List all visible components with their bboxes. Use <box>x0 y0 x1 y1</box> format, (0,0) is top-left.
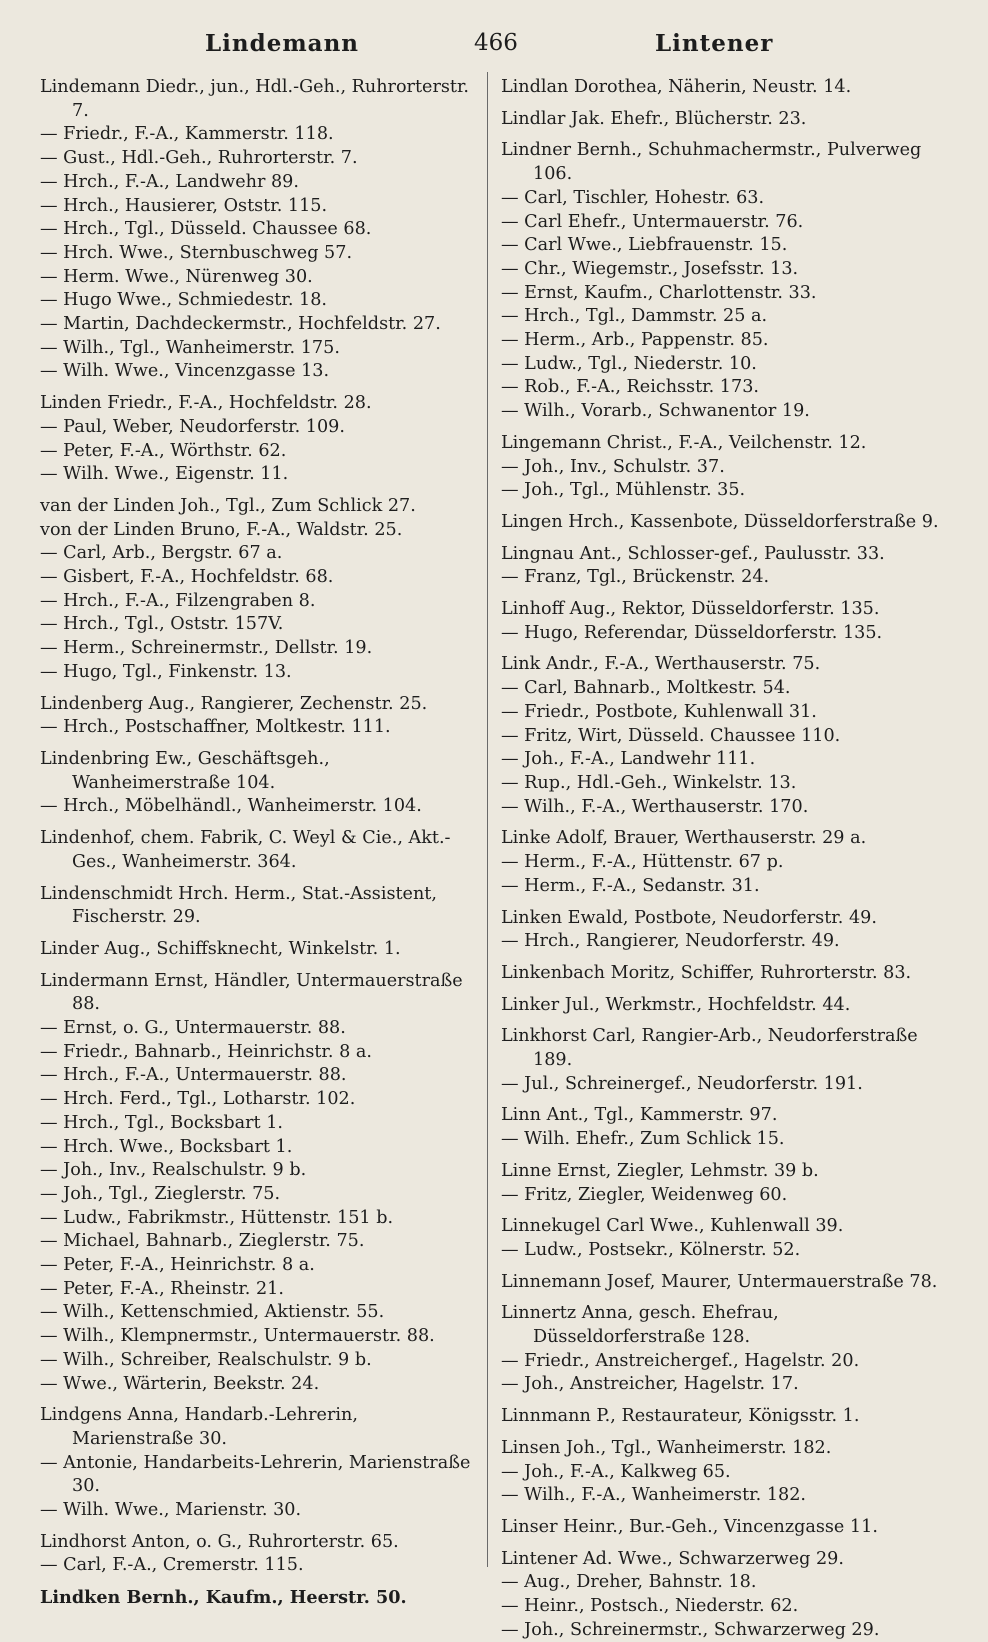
directory-entry: — Herm., Arb., Pappenstr. 85. <box>501 330 769 351</box>
right-column <box>501 76 951 1642</box>
directory-entry: Linnmann P., Restaurateur, Königsstr. 1. <box>501 1406 860 1427</box>
directory-entry: — Paul, Weber, Neudorferstr. 109. <box>40 416 345 437</box>
directory-entry: — Wilh. Wwe., Marienstr. 30. <box>40 1500 302 1521</box>
directory-entry: — Herm., F.-A., Hüttenstr. 67 p. <box>501 852 784 873</box>
directory-entry: — Carl, Bahnarb., Moltkestr. 54. <box>501 678 791 699</box>
directory-entry: — Hrch., F.-A., Landwehr 89. <box>40 171 299 192</box>
directory-entry: — Joh., Inv., Realschulstr. 9 b. <box>40 1160 307 1181</box>
directory-entry: — Wilh. Wwe., Vincenzgasse 13. <box>40 361 330 382</box>
page-header <box>0 30 988 64</box>
directory-entry: Lingen Hrch., Kassenbote, Düsseldorferstraße 9. <box>501 511 939 532</box>
directory-entry: — Joh., F.-A., Landwehr 111. <box>501 749 756 770</box>
directory-entry: — Heinr., Postsch., Niederstr. 62. <box>501 1596 799 1617</box>
directory-entry: — Hrch., F.-A., Untermauerstr. 88. <box>40 1065 347 1086</box>
directory-entry: — Hrch., Tgl., Dammstr. 25 a. <box>501 306 768 327</box>
directory-entry: Linden Friedr., F.-A., Hochfeldstr. 28. <box>40 393 372 414</box>
directory-entry: — Hrch. Wwe., Bocksbart 1. <box>40 1136 293 1157</box>
header-right-keyword: Lintener <box>655 30 774 57</box>
directory-entry: — Michael, Bahnarb., Zieglerstr. 75. <box>40 1231 365 1252</box>
directory-entry: — Hrch., Rangierer, Neudorferstr. 49. <box>501 931 840 952</box>
directory-entry: — Ludw., Fabrikmstr., Hüttenstr. 151 b. <box>40 1207 394 1228</box>
directory-entry: — Antonie, Handarbeits-Lehrerin, Marienstraße 30. <box>40 1452 471 1497</box>
directory-entry: Linne Ernst, Ziegler, Lehmstr. 39 b. <box>501 1160 819 1181</box>
directory-entry: — Hugo, Referendar, Düsseldorferstr. 135. <box>501 622 883 643</box>
directory-entry: — Wilh., Tgl., Wanheimerstr. 175. <box>40 337 340 358</box>
directory-entry: — Hrch., Möbelhändl., Wanheimerstr. 104. <box>40 796 422 817</box>
directory-entry: — Franz, Tgl., Brückenstr. 24. <box>501 567 770 588</box>
directory-entry: — Gust., Hdl.-Geh., Ruhrorterstr. 7. <box>40 148 358 169</box>
directory-entry: — Wilh., Kettenschmied, Aktienstr. 55. <box>40 1302 385 1323</box>
directory-entry: — Hrch. Wwe., Sternbuschweg 57. <box>40 242 353 263</box>
directory-entry: Linnertz Anna, gesch. Ehefrau, Düsseldorferstraße 128. <box>501 1303 779 1348</box>
directory-entry: — Ludw., Tgl., Niederstr. 10. <box>501 353 757 374</box>
directory-entry: — Hrch., F.-A., Filzengraben 8. <box>40 590 316 611</box>
directory-entry: — Joh., Anstreicher, Hagelstr. 17. <box>501 1374 799 1395</box>
directory-entry: — Hrch., Hausierer, Oststr. 115. <box>40 195 328 216</box>
directory-entry: — Gisbert, F.-A., Hochfeldstr. 68. <box>40 567 334 588</box>
directory-entry: — Joh., Tgl., Mühlenstr. 35. <box>501 480 746 501</box>
directory-entry: — Friedr., Postbote, Kuhlenwall 31. <box>501 701 817 722</box>
directory-entry: — Wilh., Schreiber, Realschulstr. 9 b. <box>40 1349 372 1370</box>
directory-entry: — Rob., F.-A., Reichsstr. 173. <box>501 377 759 398</box>
directory-entry: — Joh., Schreinermstr., Schwarzerweg 29. <box>501 1619 880 1640</box>
directory-entry: Lindermann Ernst, Händler, Untermauerstraße 88. <box>40 970 463 1015</box>
directory-entry: Lindenschmidt Hrch. Herm., Stat.-Assistent, Fischerstr. 29. <box>40 883 437 928</box>
directory-entry: — Hrch., Tgl., Oststr. 157V. <box>40 614 284 635</box>
directory-entry: — Jul., Schreinergef., Neudorferstr. 191. <box>501 1073 863 1094</box>
directory-entry: — Peter, F.-A., Rheinstr. 21. <box>40 1278 284 1299</box>
directory-entry: — Carl Wwe., Liebfrauenstr. 15. <box>501 235 788 256</box>
directory-entry: — Ernst, Kaufm., Charlottenstr. 33. <box>501 282 817 303</box>
directory-entry: — Hrch., Tgl., Bocksbart 1. <box>40 1112 283 1133</box>
directory-entry: — Hugo Wwe., Schmiedestr. 18. <box>40 290 328 311</box>
directory-entry: — Joh., F.-A., Kalkweg 65. <box>501 1461 731 1482</box>
directory-entry: — Joh., Tgl., Zieglerstr. 75. <box>40 1183 281 1204</box>
left-column <box>40 76 480 1610</box>
directory-entry: — Carl Ehefr., Untermauerstr. 76. <box>501 211 804 232</box>
directory-entry: — Herm. Wwe., Nürenweg 30. <box>40 266 313 287</box>
directory-entry: — Wwe., Wärterin, Beekstr. 24. <box>40 1373 320 1394</box>
directory-entry: Lindner Bernh., Schuhmachermstr., Pulverweg 106. <box>501 140 922 185</box>
directory-entry: — Wilh., F.-A., Werthauserstr. 170. <box>501 796 809 817</box>
directory-entry: Lindhorst Anton, o. G., Ruhrorterstr. 65. <box>40 1531 399 1552</box>
directory-entry: — Rup., Hdl.-Geh., Winkelstr. 13. <box>501 772 797 793</box>
directory-entry: — Carl, F.-A., Cremerstr. 115. <box>40 1555 304 1576</box>
directory-entry: Lindemann Diedr., jun., Hdl.-Geh., Ruhrorterstr. 7. <box>40 77 470 121</box>
directory-entry: — Hrch., Tgl., Düsseld. Chaussee 68. <box>40 219 372 240</box>
directory-entry: Linkenbach Moritz, Schiffer, Ruhrorterstr. 83. <box>501 962 912 983</box>
directory-entry: — Wilh. Wwe., Eigenstr. 11. <box>40 464 289 485</box>
directory-entry: — Herm., Schreinermstr., Dellstr. 19. <box>40 638 373 659</box>
directory-entry: Linker Jul., Werkmstr., Hochfeldstr. 44. <box>501 994 851 1015</box>
directory-entry: Linder Aug., Schiffsknecht, Winkelstr. 1. <box>40 938 401 959</box>
directory-entry: von der Linden Bruno, F.-A., Waldstr. 25. <box>40 519 403 540</box>
directory-entry: Linnekugel Carl Wwe., Kuhlenwall 39. <box>501 1216 844 1237</box>
directory-entry: Lindenbring Ew., Geschäftsgeh., Wanheimerstraße 104. <box>40 748 330 793</box>
directory-entry: — Fritz, Ziegler, Weidenweg 60. <box>501 1184 788 1205</box>
page-number: 466 <box>474 30 518 56</box>
directory-entry: Linhoff Aug., Rektor, Düsseldorferstr. 135. <box>501 599 880 620</box>
directory-entry: — Peter, F.-A., Wörthstr. 62. <box>40 440 287 461</box>
directory-entry: — Hugo, Tgl., Finkenstr. 13. <box>40 661 292 682</box>
directory-entry: Lindenberg Aug., Rangierer, Zechenstr. 25. <box>40 693 428 714</box>
directory-entry: Linsen Joh., Tgl., Wanheimerstr. 182. <box>501 1437 832 1458</box>
directory-entry: Lindken Bernh., Kaufm., Heerstr. 50. <box>40 1587 407 1609</box>
directory-entry: Linke Adolf, Brauer, Werthauserstr. 29 a. <box>501 828 867 849</box>
directory-entry: van der Linden Joh., Tgl., Zum Schlick 27. <box>40 495 416 516</box>
directory-entry: — Wilh. Ehefr., Zum Schlick 15. <box>501 1129 785 1150</box>
directory-entry: — Wilh., Klempnermstr., Untermauerstr. 88. <box>40 1326 435 1347</box>
directory-entry: — Hrch. Ferd., Tgl., Lotharstr. 102. <box>40 1089 356 1110</box>
directory-entry: — Joh., Inv., Schulstr. 37. <box>501 456 725 477</box>
directory-entry: — Friedr., F.-A., Kammerstr. 118. <box>40 124 334 145</box>
directory-entry: — Fritz, Wirt, Düsseld. Chaussee 110. <box>501 725 841 746</box>
directory-entry: Lindlar Jak. Ehefr., Blücherstr. 23. <box>501 108 807 129</box>
directory-entry: — Chr., Wiegemstr., Josefsstr. 13. <box>501 258 799 279</box>
directory-entry: — Aug., Dreher, Bahnstr. 18. <box>501 1572 757 1593</box>
directory-entry: Linkhorst Carl, Rangier-Arb., Neudorferstraße 189. <box>501 1026 918 1071</box>
directory-entry: Linn Ant., Tgl., Kammerstr. 97. <box>501 1105 778 1126</box>
directory-entry: — Friedr., Bahnarb., Heinrichstr. 8 a. <box>40 1041 372 1062</box>
directory-entry: — Ludw., Postsekr., Kölnerstr. 52. <box>501 1239 801 1260</box>
directory-entry: Lintener Ad. Wwe., Schwarzerweg 29. <box>501 1548 844 1569</box>
directory-entry: — Hrch., Postschaffner, Moltkestr. 111. <box>40 717 391 738</box>
directory-entry: — Ernst, o. G., Untermauerstr. 88. <box>40 1018 346 1039</box>
directory-entry: — Wilh., Vorarb., Schwanentor 19. <box>501 401 810 422</box>
directory-entry: — Carl, Tischler, Hohestr. 63. <box>501 187 765 208</box>
directory-entry: Linken Ewald, Postbote, Neudorferstr. 49. <box>501 907 877 928</box>
directory-entry: — Martin, Dachdeckermstr., Hochfeldstr. 27. <box>40 314 441 335</box>
header-left-keyword: Lindemann <box>205 30 360 57</box>
directory-entry: Lingnau Ant., Schlosser-gef., Paulusstr. 33. <box>501 543 885 564</box>
directory-entry: — Peter, F.-A., Heinrichstr. 8 a. <box>40 1255 315 1276</box>
directory-entry: Linser Heinr., Bur.-Geh., Vincenzgasse 11. <box>501 1516 878 1537</box>
directory-entry: Lingemann Christ., F.-A., Veilchenstr. 12. <box>501 432 867 453</box>
directory-entry: Lindenhof, chem. Fabrik, C. Weyl & Cie., Akt.-Ges., Wanheimerstr. 364. <box>40 828 451 872</box>
directory-entry: — Carl, Arb., Bergstr. 67 a. <box>40 543 283 564</box>
column-divider <box>487 72 488 1567</box>
directory-entry: Linnemann Josef, Maurer, Untermauerstraße 78. <box>501 1271 938 1292</box>
directory-entry: — Herm., F.-A., Sedanstr. 31. <box>501 875 760 896</box>
directory-entry: — Friedr., Anstreichergef., Hagelstr. 20. <box>501 1350 860 1371</box>
directory-entry: Lindlan Dorothea, Näherin, Neustr. 14. <box>501 77 852 97</box>
directory-entry: — Wilh., F.-A., Wanheimerstr. 182. <box>501 1485 806 1506</box>
directory-entry: Link Andr., F.-A., Werthauserstr. 75. <box>501 654 821 675</box>
directory-entry: Lindgens Anna, Handarb.-Lehrerin, Marienstraße 30. <box>40 1405 358 1449</box>
